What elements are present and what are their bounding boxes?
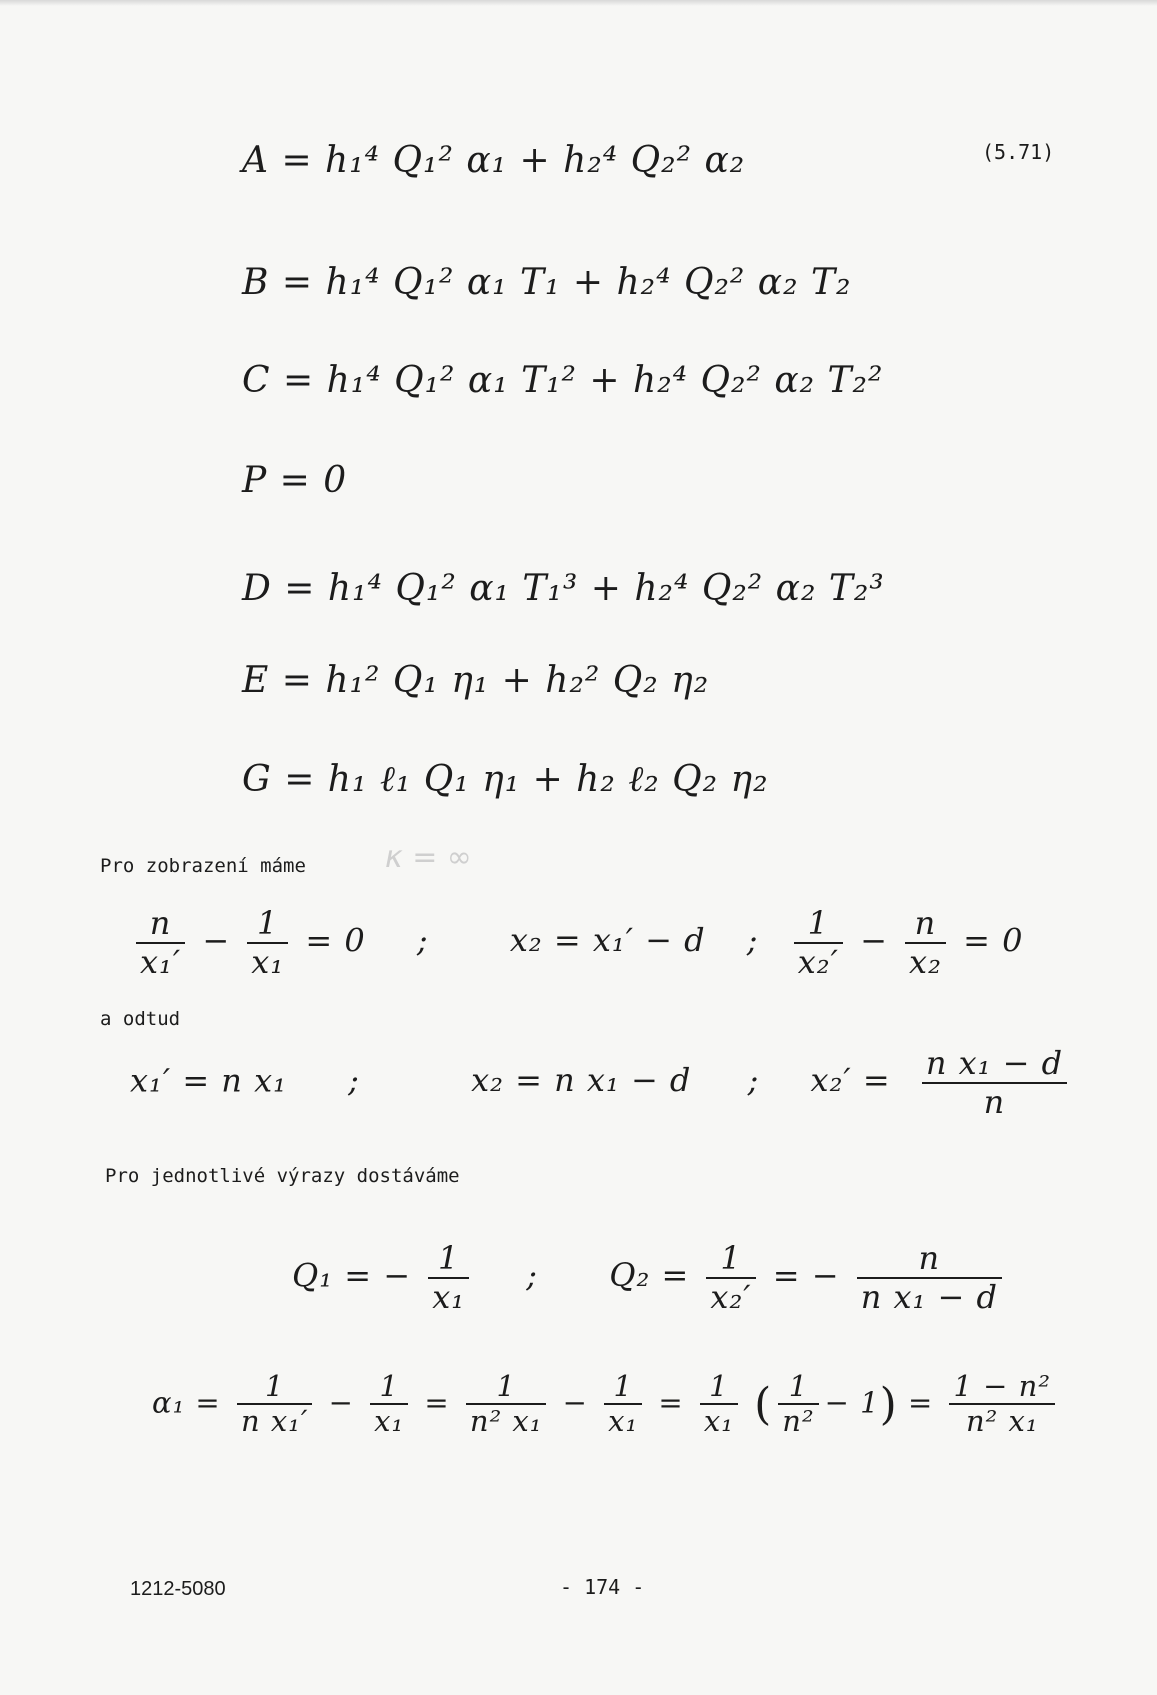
fraction: $\frac{1}{\text{x₁}}$ bbox=[604, 1370, 642, 1439]
top-edge bbox=[0, 0, 1157, 6]
equation-D: D = h₁⁴ Q₁² α₁ T₁³ + h₂⁴ Q₂² α₂ T₂³ bbox=[242, 568, 885, 609]
fraction: $\frac{1}{\text{x₁}}$ bbox=[247, 905, 288, 981]
fraction: $\frac{1}{\text{x₂′}}$ bbox=[794, 905, 843, 981]
equation-C: C = h₁⁴ Q₁² α₁ T₁² + h₂⁴ Q₂² α₂ T₂² bbox=[242, 360, 884, 401]
text-vyrazy: Pro jednotlivé výrazy dostáváme bbox=[105, 1165, 460, 1187]
pencil-note: κ = ∞ bbox=[385, 840, 472, 875]
equation-E: E = h₁² Q₁ η₁ + h₂² Q₂ η₂ bbox=[242, 660, 710, 701]
equation-number: (5.71) bbox=[982, 140, 1055, 164]
fraction: $\frac{n}{\text{x₂}}$ bbox=[905, 905, 946, 981]
fraction: $\frac{1}{\text{x₂′}}$ bbox=[706, 1240, 755, 1316]
fraction: $\frac{n}{\text{n x₁ − d}}$ bbox=[857, 1240, 1002, 1316]
imaging-equation: $\frac{n}{\text{x₁′}}$ − $\frac{1}{\text{x₁}}$ = 0 ; x₂ = x₁′ − d ; $\frac{1}{\text{x₂′}}$ − $\frac{n}{\text{x₂}}$ = 0 bbox=[130, 905, 1023, 981]
text-zobrazeni: Pro zobrazení máme bbox=[100, 855, 306, 877]
page-number: - 174 - bbox=[560, 1575, 645, 1599]
alpha-equation: α₁ = $\frac{1}{\text{n x₁′}}$ − $\frac{1}{\text{x₁}}$ = $\frac{1}{\text{n² x₁}}$ − $\frac{1}{\text{x₁}}$ = $\frac{1}{\text{x₁}}$ ( $\frac{1}{\text{n²}}$ − 1) = $\frac{\text{1 − n²}}{\text{n² x₁}}$ bbox=[152, 1370, 1061, 1439]
Q-equation: Q₁ = − $\frac{1}{\text{x₁}}$ ; Q₂ = $\frac{1}{\text{x₂′}}$ = − $\frac{n}{\text{n x₁ − d}}$ bbox=[292, 1240, 1008, 1316]
equation-P: P = 0 bbox=[242, 460, 348, 501]
fraction: $\frac{1}{\text{n² x₁}}$ bbox=[466, 1370, 547, 1439]
equation-A: A = h₁⁴ Q₁² α₁ + h₂⁴ Q₂² α₂ bbox=[242, 140, 746, 181]
fraction: $\frac{1}{\text{x₁}}$ bbox=[370, 1370, 408, 1439]
odtud-equation: x₁′ = n x₁ ; x₂ = n x₁ − d ; x₂′ = $\frac{\text{n x₁ − d}}{n}$ bbox=[130, 1045, 1073, 1121]
fraction: $\frac{1}{\text{x₁}}$ bbox=[428, 1240, 469, 1316]
equation-G: G = h₁ ℓ₁ Q₁ η₁ + h₂ ℓ₂ Q₂ η₂ bbox=[242, 759, 769, 800]
equation-B: B = h₁⁴ Q₁² α₁ T₁ + h₂⁴ Q₂² α₂ T₂ bbox=[242, 262, 852, 303]
document-id: 1212-5080 bbox=[130, 1578, 226, 1600]
fraction: $\frac{\text{1 − n²}}{\text{n² x₁}}$ bbox=[949, 1370, 1055, 1439]
fraction: $\frac{1}{\text{x₁}}$ bbox=[700, 1370, 738, 1439]
fraction: $\frac{n}{\text{x₁′}}$ bbox=[136, 905, 185, 981]
fraction: $\frac{1}{\text{n²}}$ bbox=[778, 1370, 818, 1439]
fraction: $\frac{1}{\text{n x₁′}}$ bbox=[237, 1370, 312, 1439]
text-odtud: a odtud bbox=[100, 1008, 181, 1030]
fraction: $\frac{\text{n x₁ − d}}{n}$ bbox=[922, 1045, 1067, 1121]
